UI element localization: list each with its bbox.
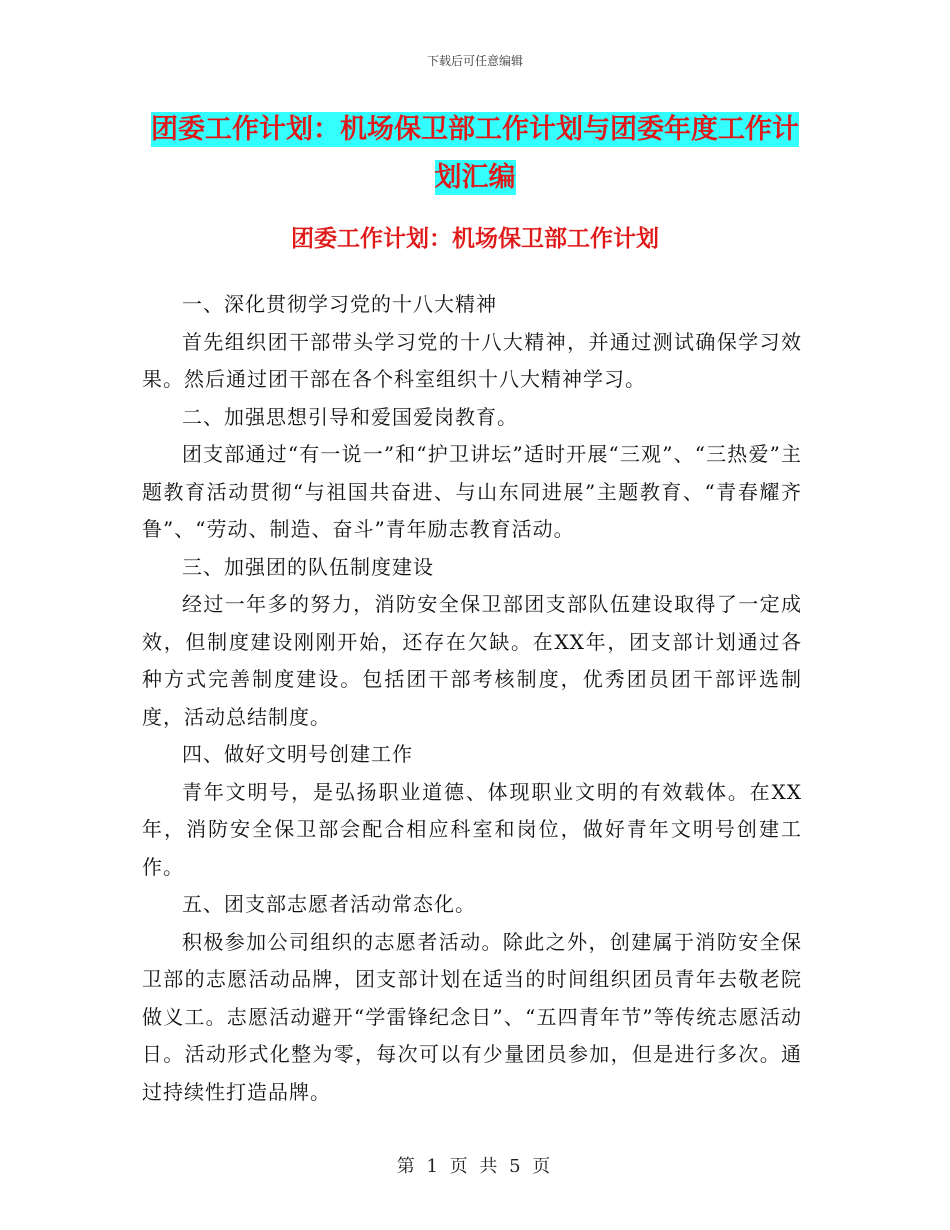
page-header: 下载后可任意编辑 [426, 54, 523, 68]
paragraph-4: 青年文明号，是弘扬职业道德、体现职业文明的有效载体。在XX年，消防安全保卫部会配合相应科室和岗位，做好青年文明号创建工作。 [142, 779, 802, 879]
page-footer: 第 1 页 共 5 页 [396, 1156, 554, 1177]
paragraph-3: 经过一年多的努力，消防安全保卫部团支部队伍建设取得了一定成效，但制度建设刚刚开始，还存在欠缺。在XX年，团支部计划通过各种方式完善制度建设。包括团干部考核制度，优秀团员团干部评选制度，活动总结制度。 [142, 592, 802, 729]
paragraph-1: 首先组织团干部带头学习党的十八大精神，并通过测试确保学习效果。然后通过团干部在各个科室组织十八大精神学习。 [142, 329, 802, 391]
heading-4: 四、做好文明号创建工作 [182, 742, 413, 766]
heading-2: 二、加强思想引导和爱国爱岗教育。 [182, 404, 518, 429]
heading-3: 三、加强团的队伍制度建设 [182, 554, 434, 579]
heading-1: 一、深化贯彻学习党的十八大精神 [182, 292, 497, 316]
heading-5: 五、团支部志愿者活动常态化。 [182, 892, 476, 916]
document-body [142, 286, 802, 1111]
paragraph-2: 团支部通过“有一说一”和“护卫讲坛”适时开展“三观”、“三热爱”主题教育活动贯彻“与祖国共奋进、与山东同进展”主题教育、“青春耀齐鲁”、“劳动、制造、奋斗”青年励志教育活动。 [142, 442, 802, 541]
paragraph-5: 积极参加公司组织的志愿者活动。除此之外，创建属于消防安全保卫部的志愿活动品牌，团支部计划在适当的时间组织团员青年去敬老院做义工。志愿活动避开“学雷锋纪念日”、“五四青年节”等传统志愿活动日。活动形式化整为零，每次可以有少量团员参加，但是进行多次。通过持续性打造品牌。 [142, 929, 802, 1104]
section-title: 团委工作计划：机场保卫部工作计划 [291, 226, 659, 252]
document-title [140, 106, 810, 202]
document-title-highlight: 团委工作计划：机场保卫部工作计划与团委年度工作计划汇编 [151, 114, 799, 193]
